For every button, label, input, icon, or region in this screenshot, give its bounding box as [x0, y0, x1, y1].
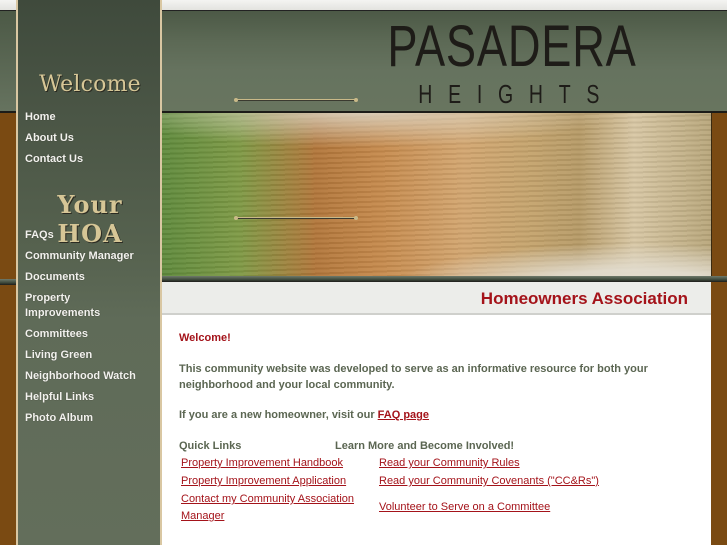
- site-header: [162, 10, 727, 113]
- link-volunteer-committee[interactable]: Volunteer to Serve on a Committee: [379, 501, 551, 513]
- nav-living-green[interactable]: Living Green: [25, 349, 93, 361]
- faq-prefix: If you are a new homeowner, visit our: [179, 409, 378, 421]
- welcome-heading: Welcome: [39, 72, 141, 97]
- nav-committees[interactable]: Committees: [25, 328, 88, 340]
- faq-page-link[interactable]: FAQ page: [377, 409, 430, 421]
- nav-documents[interactable]: Documents: [25, 271, 85, 283]
- ornament-divider: [235, 217, 357, 219]
- nav-neighborhood-watch[interactable]: Neighborhood Watch: [25, 370, 136, 382]
- link-property-improvement-application[interactable]: Property Improvement Application: [181, 475, 347, 487]
- right-frame-lower: [711, 282, 727, 545]
- page-title-bar: [162, 282, 711, 315]
- nav-photo-album[interactable]: Photo Album: [25, 412, 94, 424]
- nav-home[interactable]: Home: [25, 111, 56, 123]
- nav-property-improvements[interactable]: Property Improvements: [25, 292, 101, 319]
- nav-about-us[interactable]: About Us: [25, 132, 74, 144]
- link-community-rules[interactable]: Read your Community Rules: [379, 457, 520, 469]
- faq-paragraph: [179, 407, 429, 423]
- link-contact-community-manager[interactable]: Contact my Community Association Manager: [181, 493, 355, 522]
- link-community-covenants[interactable]: Read your Community Covenants ("CC&Rs"): [379, 475, 599, 487]
- sidebar: [16, 0, 162, 545]
- nav-faqs[interactable]: FAQs: [25, 229, 54, 241]
- welcome-nav: [25, 110, 161, 173]
- nav-contact-us[interactable]: Contact Us: [25, 153, 84, 165]
- left-header-band: [0, 10, 16, 113]
- nav-helpful-links[interactable]: Helpful Links: [25, 391, 95, 403]
- right-frame-upper: [711, 113, 727, 276]
- logo-title[interactable]: PASADERA: [387, 14, 637, 79]
- your-hoa-heading: Your HOA: [57, 190, 123, 248]
- main-content: [162, 315, 711, 545]
- nav-community-manager[interactable]: Community Manager: [25, 250, 134, 262]
- hoa-nav: [25, 228, 161, 432]
- ornament-divider: [235, 99, 357, 101]
- left-frame-rule: [0, 279, 16, 285]
- left-frame: [0, 113, 16, 545]
- page-title: Homeowners Association: [480, 289, 688, 308]
- logo-subtitle: HEIGHTS: [418, 79, 616, 109]
- welcome-title: Welcome!: [179, 332, 231, 344]
- quick-links-heading: Quick Links: [179, 440, 242, 452]
- intro-paragraph: This community website was developed to serve as an informative resource for both your neighborhood and your local community.: [179, 363, 648, 391]
- learn-more-heading: Learn More and Become Involved!: [335, 440, 515, 452]
- banner-image: [162, 113, 711, 276]
- link-property-improvement-handbook[interactable]: Property Improvement Handbook: [181, 457, 344, 469]
